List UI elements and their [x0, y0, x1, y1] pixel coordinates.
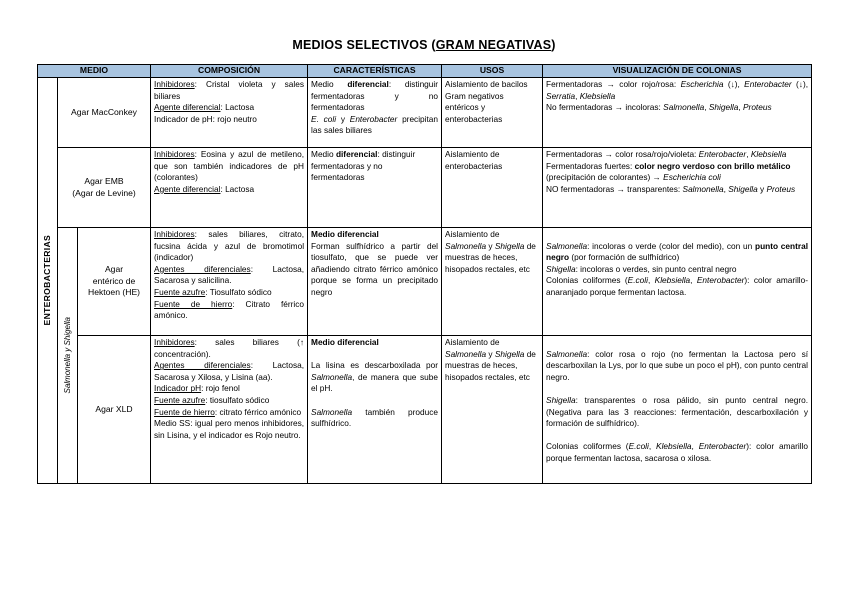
usos-xld: Aislamiento de Salmonella y Shigella de muestras de heces, hisopados rectales, etc — [442, 336, 543, 484]
vis-hektoen: Salmonella: incoloras o verde (color del medio), con un punto central negro (por formación de sulfhídrico) Shigella: incoloras o verdes, sin punto central negro Colonias coliformes (E.coli, Klebsiella, Enterobacter): color amarillo-anaranjado porque fermentan lactosa. — [543, 228, 812, 336]
medio-emb: Agar EMB (Agar de Levine) — [58, 148, 151, 228]
usos-hektoen: Aislamiento de Salmonella y Shigella de muestras de heces, hisopados rectales, etc — [442, 228, 543, 336]
group-cell — [38, 78, 58, 484]
char-macconkey: Medio diferencial: distinguir fermentadoras y no fermentadoras E. coli y Enterobacter precipitan las sales biliares — [308, 78, 442, 148]
row-hektoen — [38, 228, 812, 336]
selective-media-table — [37, 64, 812, 484]
comp-hektoen: Inhibidores: sales biliares, citrato, fucsina ácida y azul de bromotimol (indicador) Agentes diferenciales: Lactosa, Sacarosa y salicilina. Fuente azufre: Tiosulfato sódico Fuente de hierro: Citrato férrico amónico. — [151, 228, 308, 336]
char-emb: Medio diferencial: distinguir fermentadoras y no fermentadoras — [308, 148, 442, 228]
page-title: MEDIOS SELECTIVOS (GRAM NEGATIVAS) — [292, 38, 556, 52]
row-xld — [38, 336, 812, 484]
header-medio: MEDIO — [38, 65, 151, 78]
row-macconkey — [38, 78, 812, 148]
subgroup-cell — [58, 228, 78, 484]
medio-hektoen: Agar entérico de Hektoen (HE) — [78, 228, 151, 336]
vis-xld: Salmonella: color rosa o rojo (no fermentan la Lactosa pero sí descarboxilan la Lys, por lo que sube un poco el pH), con punto central negro. Shigella: transparentes o rosa pálido, sin punto central negro. (Negativa para las 3 reacciones: fermentación, descarboxilación y formación de sulfhídrico). Colonias coliformes (E.coli, Klebsiella, Enterobacter): color amarillo porque fermentan lactosa, sacarosa o xilosa. — [543, 336, 812, 484]
group-label: ENTEROBACTERIAS — [41, 235, 52, 326]
header-row — [38, 65, 812, 78]
header-caracteristicas: CARACTERÍSTICAS — [308, 65, 442, 78]
medio-macconkey: Agar MacConkey — [58, 78, 151, 148]
usos-macconkey: Aislamiento de bacilos Gram negativos entéricos y enterobacterias — [442, 78, 543, 148]
header-visualizacion: VISUALIZACIÓN DE COLONIAS — [543, 65, 812, 78]
char-hektoen: Medio diferencial Forman sulfhídrico a partir del tiosulfato, que se puede ver añadiendo citrato férrico amónico porque se forma un precipitado negro — [308, 228, 442, 336]
medio-xld: Agar XLD — [78, 336, 151, 484]
row-emb — [38, 148, 812, 228]
char-xld: Medio diferencial La lisina es descarboxilada por Salmonella, de manera que sube el pH. Salmonella también produce sulfhídrico. — [308, 336, 442, 484]
comp-macconkey: Inhibidores: Cristal violeta y sales biliares Agente diferencial: Lactosa Indicador de pH: rojo neutro — [151, 78, 308, 148]
header-usos: USOS — [442, 65, 543, 78]
header-composicion: COMPOSICIÓN — [151, 65, 308, 78]
subgroup-label: Salmonella y Shigella — [62, 317, 72, 394]
vis-macconkey: Fermentadoras → color rojo/rosa: Escherichia (↓), Enterobacter (↓), Serratia, Klebsiella No fermentadoras → incoloras: Salmonella, Shigella, Proteus — [543, 78, 812, 148]
usos-emb: Aislamiento de enterobacterias — [442, 148, 543, 228]
comp-emb: Inhibidores: Eosina y azul de metileno, que son también indicadores de pH (colorantes) Agente diferencial: Lactosa — [151, 148, 308, 228]
vis-emb: Fermentadoras → color rosa/rojo/violeta: Enterobacter, Klebsiella Fermentadoras fuertes: color negro verdoso con brillo metálico (precipitación de colorantes) → Escherichia coli NO fermentadoras → transparentes: Salmonella, Shigella y Proteus — [543, 148, 812, 228]
comp-xld: Inhibidores: sales biliares (↑ concentración). Agentes diferenciales: Lactosa, Sacarosa y Xilosa, y Lisina (aa). Indicador pH: rojo fenol Fuente azufre: tiosulfato sódico Fuente de hierro: citrato férrico amónico Medio SS: igual pero menos inhibidores, sin Lisina, y el indicador es Rojo neutro. — [151, 336, 308, 484]
